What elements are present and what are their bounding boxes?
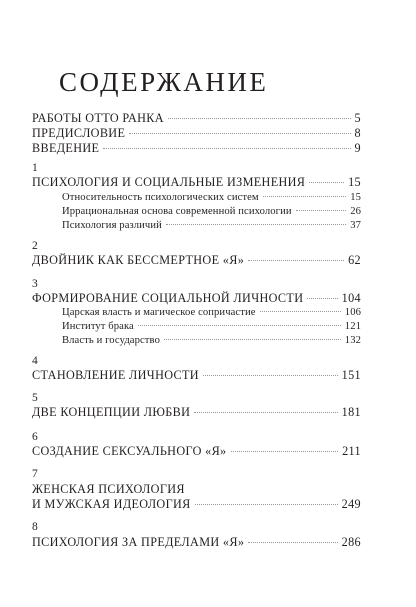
entry-title: ДВЕ КОНЦЕПЦИИ ЛЮБВИ <box>32 405 191 419</box>
entry-title: ПСИХОЛОГИЯ И СОЦИАЛЬНЫЕ ИЗМЕНЕНИЯ <box>32 175 306 189</box>
entry-title: Психология различий <box>62 220 162 231</box>
entry-page: 15 <box>350 192 361 203</box>
entry-title: ЖЕНСКАЯ ПСИХОЛОГИЯ <box>32 482 185 496</box>
toc-entry-section[interactable] <box>62 204 361 219</box>
dot-leader <box>194 412 337 413</box>
entry-page: 8 <box>354 126 361 140</box>
chapter-number: 6 <box>32 431 38 443</box>
entry-page: 26 <box>350 206 361 217</box>
chapter-number: 3 <box>32 278 38 290</box>
dot-leader <box>248 260 344 261</box>
entry-title: ПРЕДИСЛОВИЕ <box>32 126 126 140</box>
entry-page: 5 <box>354 111 361 125</box>
entry-page: 181 <box>341 405 361 419</box>
entry-page: 37 <box>350 220 361 231</box>
entry-title: Царская власть и магическое сопричастие <box>62 307 256 318</box>
chapter-number: 4 <box>32 355 38 367</box>
dot-leader <box>309 182 344 183</box>
dot-leader <box>307 298 337 299</box>
toc-entry-chapter-7-line1[interactable] <box>32 482 361 497</box>
entry-title: Власть и государство <box>62 335 160 346</box>
chapter-number: 1 <box>32 162 38 174</box>
toc-entry-section[interactable] <box>62 190 361 205</box>
entry-title: ВВЕДЕНИЕ <box>32 141 100 155</box>
entry-title: ДВОЙНИК КАК БЕССМЕРТНОЕ «Я» <box>32 253 245 267</box>
dot-leader <box>203 375 338 376</box>
dot-leader <box>296 210 347 211</box>
entry-page: 62 <box>348 253 361 267</box>
entry-page: 249 <box>341 497 361 511</box>
dot-leader <box>138 325 341 326</box>
toc-entry-front-intro[interactable] <box>32 141 361 156</box>
toc-entry-section[interactable] <box>62 319 361 334</box>
toc-entry-chapter-5[interactable] <box>32 405 361 420</box>
entry-title: СТАНОВЛЕНИЕ ЛИЧНОСТИ <box>32 368 199 382</box>
toc-entry-chapter-6[interactable] <box>32 444 361 459</box>
entry-page: 9 <box>354 141 361 155</box>
entry-title: Институт брака <box>62 321 134 332</box>
toc-entry-chapter-4[interactable] <box>32 368 361 383</box>
toc-entry-section[interactable] <box>62 305 361 320</box>
dot-leader <box>129 133 350 134</box>
chapter-number: 2 <box>32 240 38 252</box>
dot-leader <box>263 196 346 197</box>
entry-title: Иррациональная основа современной психологии <box>62 206 292 217</box>
toc-entry-chapter-8[interactable] <box>32 535 361 550</box>
entry-page: 151 <box>341 368 361 382</box>
chapter-number: 8 <box>32 521 38 533</box>
dot-leader <box>164 339 341 340</box>
toc-entry-section[interactable] <box>62 218 361 233</box>
dot-leader <box>195 504 338 505</box>
entry-title: РАБОТЫ ОТТО РАНКА <box>32 111 164 125</box>
toc-entry-chapter-1[interactable] <box>32 175 361 190</box>
entry-page: 121 <box>344 321 361 332</box>
dot-leader <box>260 311 341 312</box>
dot-leader <box>166 224 346 225</box>
entry-page: 15 <box>348 175 361 189</box>
entry-page: 104 <box>341 291 361 305</box>
dot-leader <box>168 118 351 119</box>
dot-leader <box>248 542 337 543</box>
entry-page: 211 <box>342 444 361 458</box>
page-title: СОДЕРЖАНИЕ <box>59 67 269 97</box>
entry-title: И МУЖСКАЯ ИДЕОЛОГИЯ <box>32 497 191 511</box>
toc-entry-chapter-2[interactable] <box>32 253 361 268</box>
toc-entry-chapter-3[interactable] <box>32 291 361 306</box>
dot-leader <box>103 148 350 149</box>
entry-page: 132 <box>344 335 361 346</box>
entry-page: 286 <box>341 535 361 549</box>
entry-page: 106 <box>344 307 361 318</box>
chapter-number: 7 <box>32 468 38 480</box>
chapter-number: 5 <box>32 392 38 404</box>
entry-title: Относительность психологических систем <box>62 192 259 203</box>
entry-title: СОЗДАНИЕ СЕКСУАЛЬНОГО «Я» <box>32 444 227 458</box>
toc-entry-section[interactable] <box>62 333 361 348</box>
toc-entry-front-works[interactable] <box>32 111 361 126</box>
entry-title: ПСИХОЛОГИЯ ЗА ПРЕДЕЛАМИ «Я» <box>32 535 245 549</box>
toc-entry-front-preface[interactable] <box>32 126 361 141</box>
toc-entry-chapter-7[interactable] <box>32 497 361 512</box>
dot-leader <box>231 451 339 452</box>
entry-title: ФОРМИРОВАНИЕ СОЦИАЛЬНОЙ ЛИЧНОСТИ <box>32 291 304 305</box>
